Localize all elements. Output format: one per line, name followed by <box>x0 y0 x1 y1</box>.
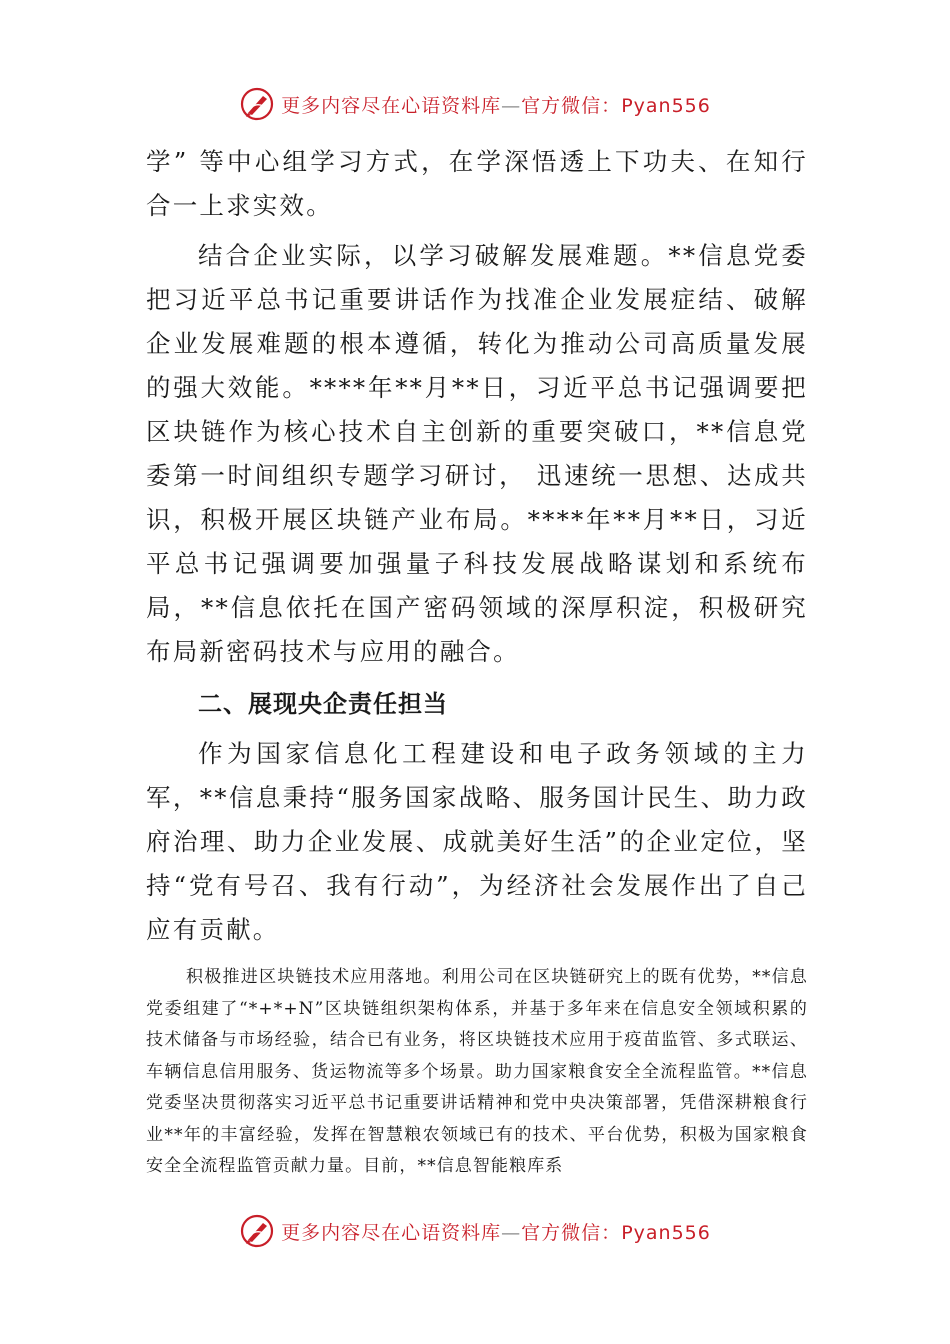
pen-logo-icon <box>239 1213 275 1249</box>
watermark-separator: — <box>501 94 522 117</box>
pen-logo-icon <box>239 86 275 122</box>
paragraph-continuation: 学” 等中心组学习方式，在学深悟透上下功夫、在知行合一上求实效。 <box>146 147 808 220</box>
document-body <box>146 140 808 1183</box>
watermark-footer <box>0 1211 950 1251</box>
paragraph-blockchain-application: 积极推进区块链技术应用落地。利用公司在区块链研究上的既有优势，**信息党委组建了“*+*+N”区块链组织架构体系，并基于多年来在信息安全领域积累的技术储备与市场经验，结合已有业务，将区块链技术应用于疫苗监管、多式联运、车辆信息信用服务、货运物流等多个场景。助力国家粮食安全全流程监管。**信息党委坚决贯彻落实习近平总书记重要讲话精神和党中央决策部署，凭借深耕粮食行业**年的丰富经验，发挥在智慧粮农领域已有的技术、平台优势，积极为国家粮食安全全流程监管贡献力量。目前，**信息智能粮库系 <box>146 967 808 1176</box>
watermark-main-text: 更多内容尽在心语资料库 <box>281 1221 502 1244</box>
watermark-wechat-id: Pyan556 <box>621 1221 711 1244</box>
watermark-official-label: 官方微信： <box>521 1221 622 1244</box>
watermark-official-label: 官方微信： <box>521 94 622 117</box>
watermark-wechat-id: Pyan556 <box>621 94 711 117</box>
watermark-header <box>0 84 950 124</box>
watermark-main-text: 更多内容尽在心语资料库 <box>281 94 502 117</box>
section-heading: 二、展现央企责任担当 <box>198 690 448 718</box>
paragraph-blockchain-study: 结合企业实际，以学习破解发展难题。**信息党委把习近平总书记重要讲话作为找准企业发展症结、破解企业发展难题的根本遵循，转化为推动公司高质量发展的强大效能。****年**月**日，习近平总书记强调要把区块链作为核心技术自主创新的重要突破口，**信息党委第一时间组织专题学习研讨， 迅速统一思想、达成共识，积极开展区块链产业布局。****年**月**日，习近平总书记强调要加强量子科技发展战略谋划和系统布局，**信息依托在国产密码领域的深厚积淀，积极研究布局新密码技术与应用的融合。 <box>146 241 808 666</box>
paragraph-soe-responsibility: 作为国家信息化工程建设和电子政务领域的主力军，**信息秉持“服务国家战略、服务国计民生、助力政府治理、助力企业发展、成就美好生活”的企业定位，坚持“党有号召、我有行动”，为经济社会发展作出了自己应有贡献。 <box>146 739 808 944</box>
watermark-separator: — <box>501 1221 522 1244</box>
